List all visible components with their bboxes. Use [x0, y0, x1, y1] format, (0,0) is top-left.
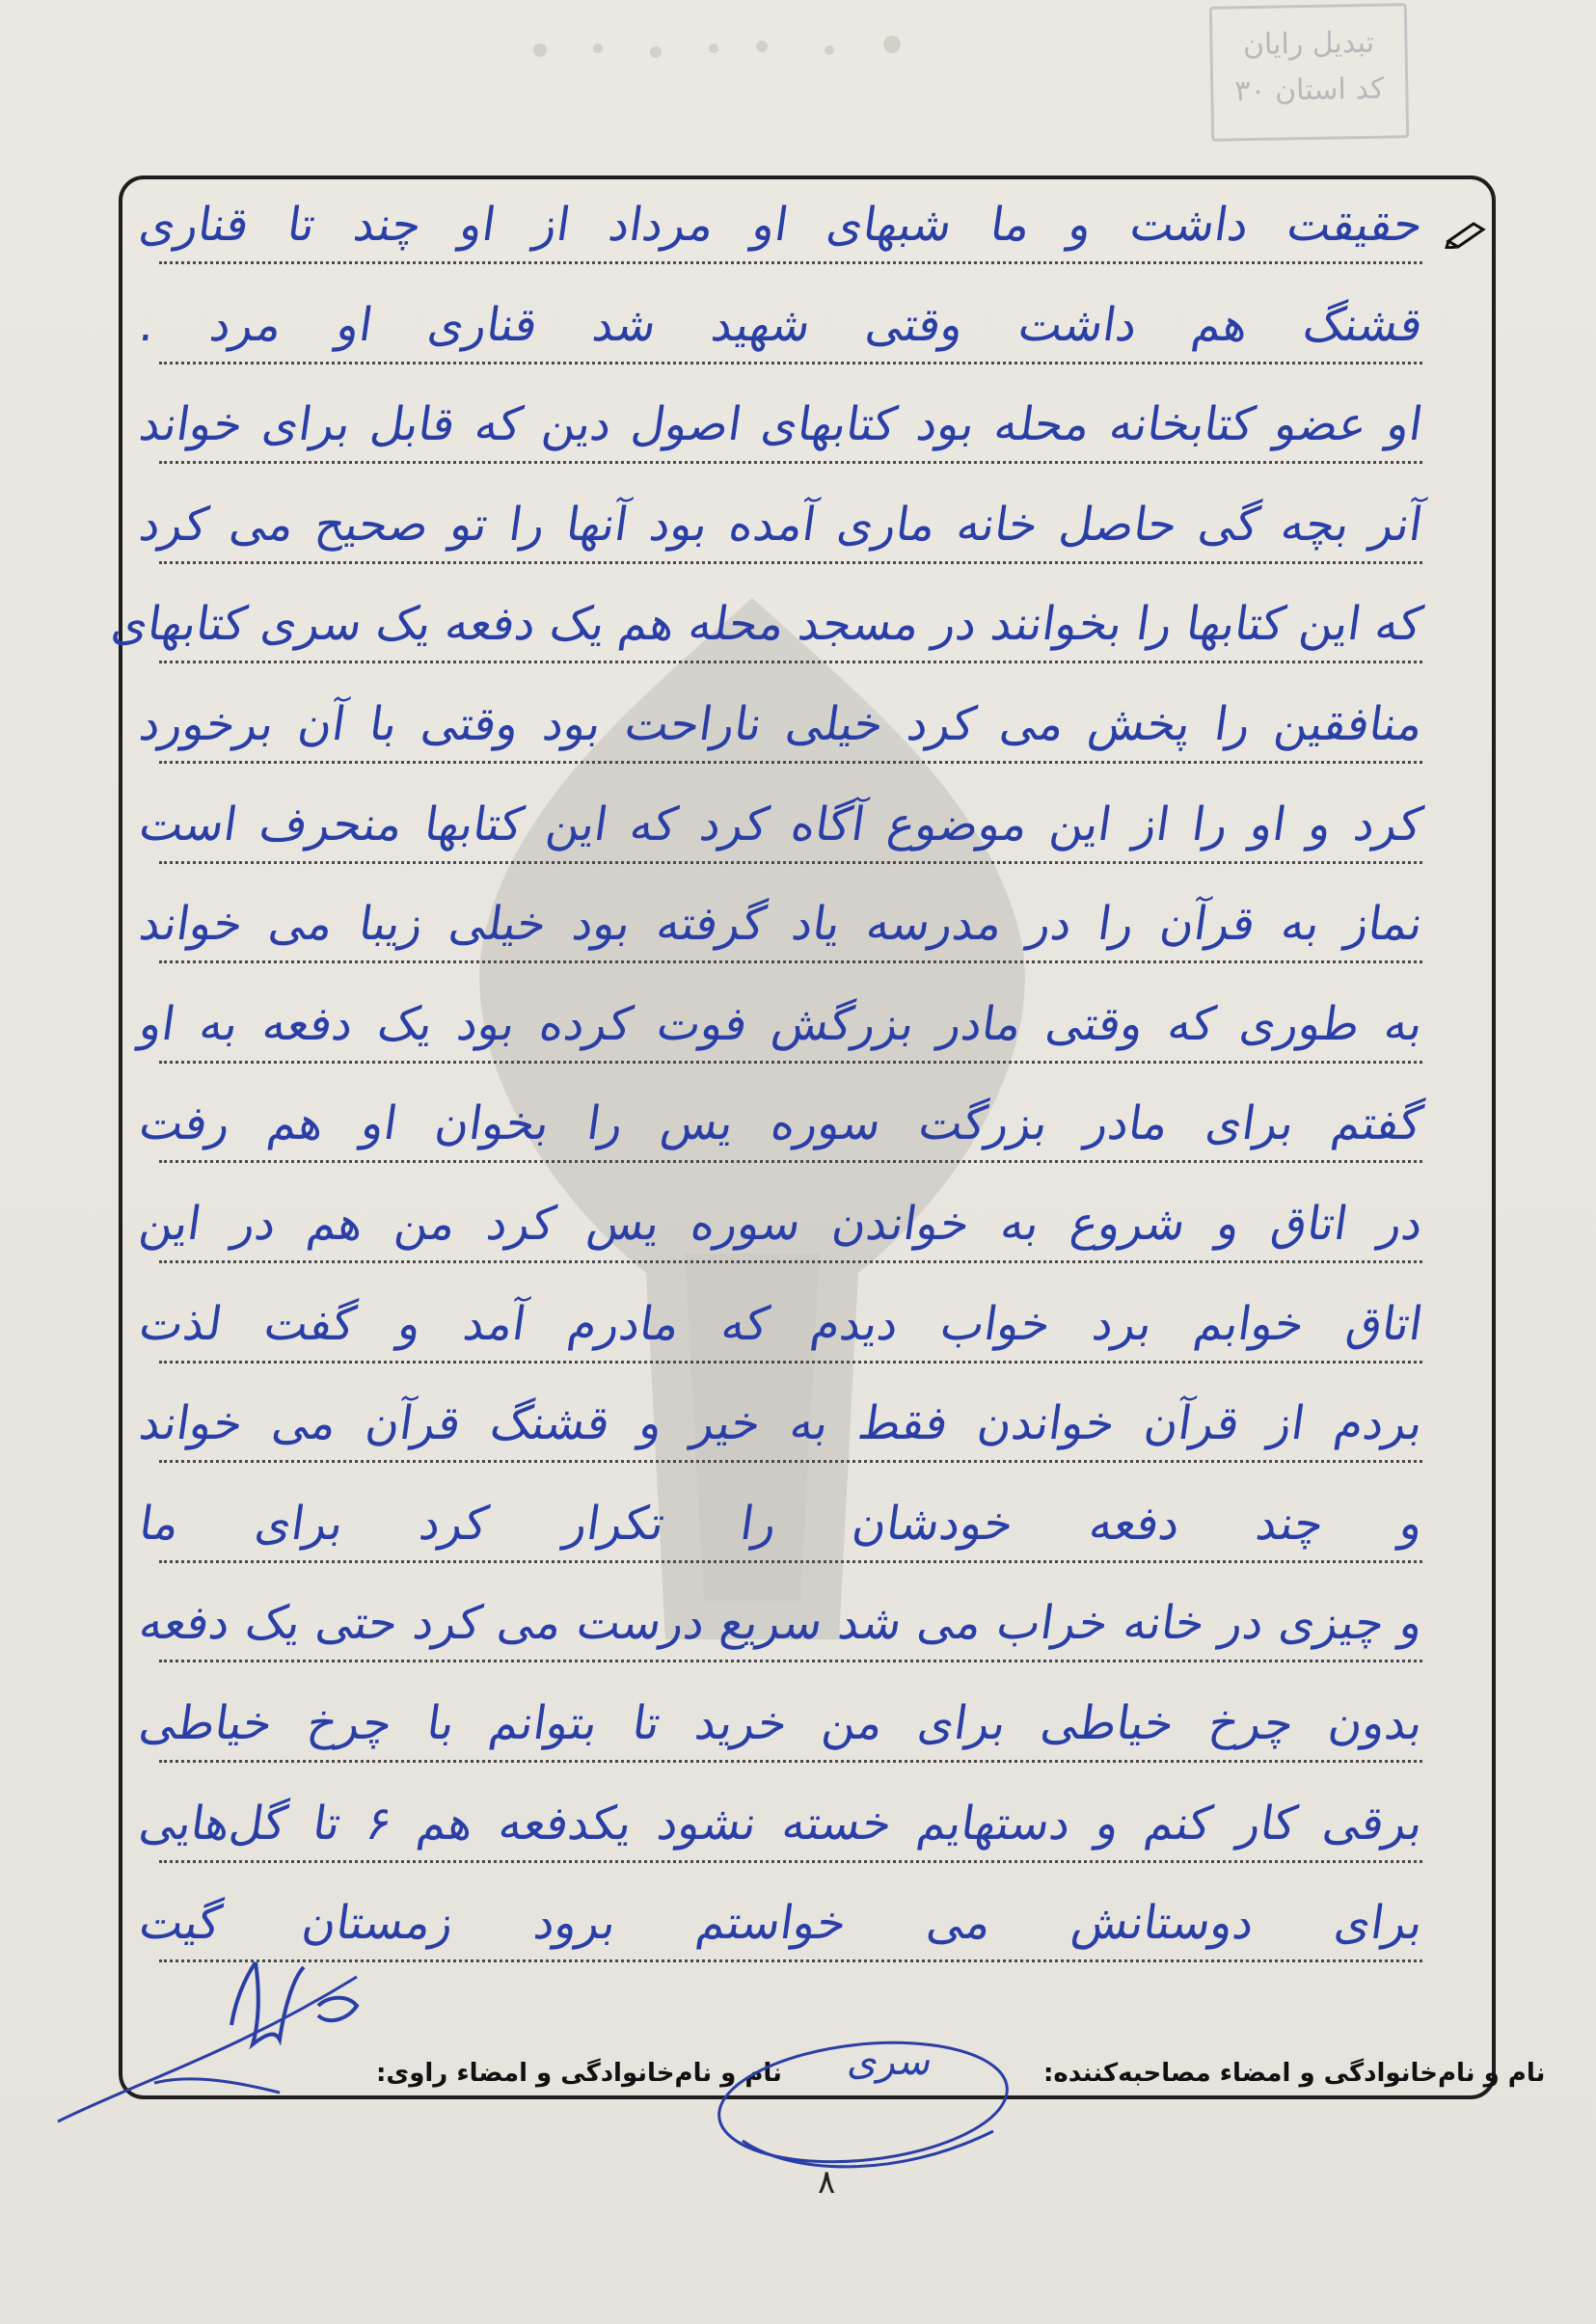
interviewer-label: نام و نام‌خانوادگی و امضاء مصاحبه‌کننده: — [1043, 2059, 1546, 2088]
handwritten-line — [108, 555, 1426, 663]
handwritten-line — [136, 756, 1426, 864]
handwritten-line-text: برقی کار کنم و دستهایم خسته نشود یکدفعه هم ۶ تا گل‌هایی — [136, 1796, 1426, 1851]
archive-stamp — [1209, 3, 1409, 142]
handwritten-line-text: حقیقت داشت و ما شبهای او مرداد از او چند تا قناری — [136, 198, 1426, 252]
handwritten-line-text: قشنگ هم داشت وقتی شهید شد قناری او مرد . — [136, 297, 1426, 352]
narrator-label: نام و نام‌خانوادگی و امضاء راوی: — [376, 2059, 782, 2088]
interviewer-signature-stroke — [704, 2015, 1022, 2179]
handwritten-line-text: در اتاق و شروع به خواندن سوره یس کرد من هم در این — [136, 1197, 1426, 1251]
stamp-line-1: تبدیل رایان — [1242, 25, 1375, 63]
handwritten-line — [136, 356, 1426, 464]
handwritten-line — [136, 1554, 1426, 1662]
handwritten-line — [136, 656, 1426, 764]
handwritten-line — [136, 855, 1426, 963]
handwritten-line-text: او عضو کتابخانه محله بود کتابهای اصول دین که قابل برای خواند — [136, 397, 1426, 452]
stamp-line-2: کد استان ۳۰ — [1233, 71, 1385, 109]
handwritten-line — [136, 257, 1426, 365]
pencil-icon — [1445, 220, 1487, 249]
handwritten-line-text: و چند دفعه خودشان را تکرار کرد برای ما — [136, 1496, 1426, 1551]
handwritten-line-text: به طوری که وقتی مادر بزرگش فوت کرده بود یک دفعه به او — [136, 996, 1426, 1051]
handwritten-line — [136, 1256, 1426, 1364]
handwritten-line — [136, 156, 1426, 264]
page-number: ۸ — [818, 2163, 836, 2202]
handwritten-line-text: آنر بچه گی حاصل خانه ماری آمده بود آنها را تو صحیح می کرد — [136, 497, 1426, 552]
handwritten-line-text: که این کتابها را بخوانند در مسجد محله هم یک دفعه یک سری کتابهای — [108, 597, 1426, 652]
handwritten-line — [136, 1355, 1426, 1463]
handwritten-line-text: بردم از قرآن خواندن فقط به خیر و قشنگ قرآن می خواند — [136, 1396, 1426, 1451]
handwritten-line — [136, 956, 1426, 1064]
handwritten-line — [136, 1455, 1426, 1563]
handwritten-line-text: کرد و او را از این موضوع آگاه کرد که این کتابها منحرف است — [136, 797, 1426, 851]
handwritten-line — [136, 1655, 1426, 1763]
handwritten-line-text: بدون چرخ خیاطی برای من خرید تا بتوانم با چرخ خیاطی — [136, 1696, 1426, 1750]
interviewer-signature: سری — [844, 2040, 936, 2084]
handwritten-line — [136, 1155, 1426, 1263]
handwritten-line-text: اتاق خوابم برد خواب دیدم که مادرم آمد و گفت لذت — [136, 1296, 1426, 1351]
handwritten-line-text: گفتم برای مادر بزرگت سوره یس را بخوان او هم رفت — [136, 1096, 1426, 1151]
handwritten-line — [136, 1055, 1426, 1163]
handwritten-line-text: برای دوستانش می خواستم برود زمستان گیت — [136, 1896, 1426, 1951]
paper-punch-marks — [511, 29, 916, 68]
handwritten-line-text: و چیزی در خانه خراب می شد سریع درست می کرد حتی یک دفعه — [136, 1596, 1426, 1651]
narrator-signature — [39, 1938, 405, 2131]
handwritten-line-text: منافقین را پخش می کرد خیلی ناراحت بود وقتی با آن برخورد — [136, 697, 1426, 751]
handwritten-line — [136, 1755, 1426, 1863]
handwritten-line — [136, 456, 1426, 564]
handwritten-line-text: نماز به قرآن را در مدرسه یاد گرفته بود خیلی زیبا می خواند — [136, 897, 1426, 952]
